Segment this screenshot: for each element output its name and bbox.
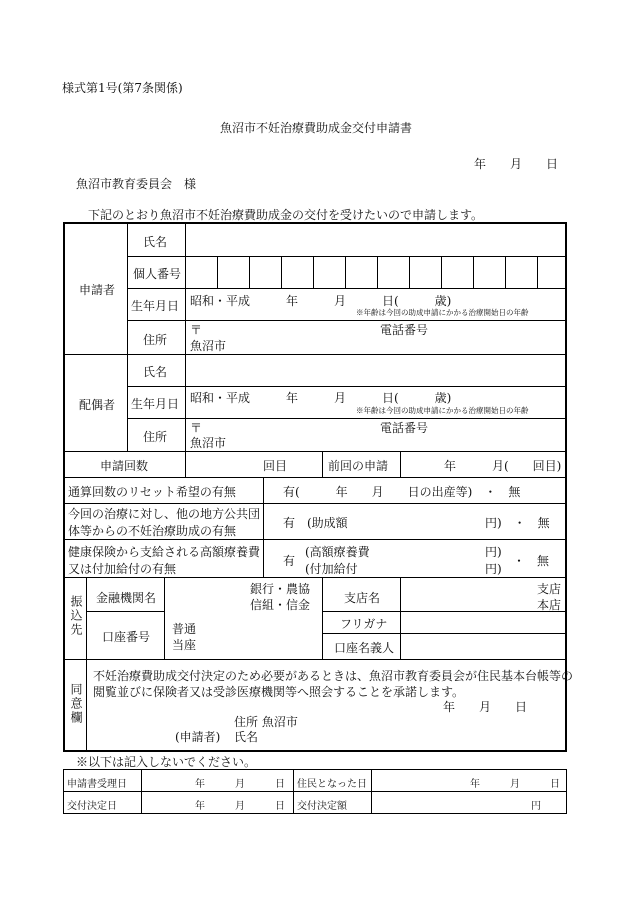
account-type-1[interactable]: 普通 — [172, 622, 197, 636]
insurance-ari[interactable]: 有 — [283, 554, 296, 568]
spouse-name-label: 氏名 — [143, 365, 168, 379]
insurance-yen-1[interactable]: 円) — [485, 545, 502, 559]
applicant-section-label: 申請者 — [79, 283, 116, 297]
furigana-label: フリガナ — [340, 617, 388, 631]
spouse-address-label: 住所 — [143, 430, 168, 444]
bank-types-2[interactable]: 信組・信金 — [250, 598, 311, 612]
applicant-birth-note: ※年齢は今回の助成申請にかかる治療開始日の年齢 — [356, 308, 529, 317]
furigana-field[interactable] — [401, 612, 564, 632]
consent-address[interactable]: 住所 魚沼市 — [234, 715, 298, 729]
spouse-birth-value[interactable]: 昭和・平成 年 月 日( 歳) — [190, 391, 452, 405]
spouse-name-field[interactable] — [186, 355, 564, 386]
account-number-label: 口座番号 — [102, 630, 151, 644]
branch-2[interactable]: 本店 — [537, 598, 562, 612]
insurance-label-2: 又は付加給付の有無 — [68, 562, 177, 576]
account-holder-field[interactable] — [401, 634, 564, 658]
resident-value: 年 月 日 — [470, 779, 560, 790]
insurance-label-1: 健康保険から支給される高額療養費 — [68, 545, 261, 559]
other-subsidy-label-1: 今回の治療に対し、他の地方公共団 — [68, 507, 261, 521]
applicant-phone-label: 電話番号 — [380, 323, 429, 337]
applicant-mynumber-label: 個人番号 — [133, 267, 182, 281]
branch-label: 支店名 — [344, 591, 381, 605]
spouse-address-prefix[interactable]: 魚沼市 — [190, 436, 227, 450]
branch-1[interactable]: 支店 — [537, 582, 562, 596]
applicant-name-field[interactable] — [186, 224, 564, 255]
other-subsidy-value-right[interactable]: 円) ・ 無 — [485, 516, 550, 530]
count-unit[interactable]: 回目 — [263, 459, 288, 473]
applicant-birth-label: 生年月日 — [131, 299, 180, 313]
consent-name-label[interactable]: 氏名 — [234, 730, 259, 744]
intro-text: 下記のとおり魚沼市不妊治療費助成金の交付を受けたいので申請します。 — [88, 208, 484, 222]
applicant-address-prefix[interactable]: 魚沼市 — [190, 339, 227, 353]
spouse-phone-label: 電話番号 — [380, 421, 429, 435]
received-label: 申請書受理日 — [67, 779, 127, 790]
prev-application-label: 前回の申請 — [328, 459, 389, 473]
applicant-address-label: 住所 — [143, 333, 168, 347]
spouse-birth-label: 生年月日 — [131, 397, 180, 411]
prev-application-value[interactable]: 年 月( 回目) — [444, 459, 562, 473]
consent-text-1: 不妊治療費助成交付決定のため必要があるときは、魚沼市教育委員会が住民基本台帳等の — [93, 669, 574, 683]
institution-label: 金融機関名 — [96, 591, 157, 605]
other-subsidy-value-left[interactable]: 有 (助成額 — [283, 516, 348, 530]
consent-text-2: 閲覧並びに保険者又は受診医療機関等へ照会することを承諾します。 — [93, 685, 465, 699]
resident-label: 住民となった日 — [297, 779, 367, 790]
page-title: 魚沼市不妊治療費助成金交付申請書 — [220, 121, 413, 135]
applicant-name-label: 氏名 — [143, 235, 168, 249]
spouse-section-label: 配偶者 — [79, 398, 116, 412]
insurance-high-cost: (高額療養費 — [305, 545, 370, 559]
consent-applicant-label: (申請者) — [175, 730, 221, 744]
bank-types-1[interactable]: 銀行・農協 — [250, 582, 311, 596]
count-label: 申請回数 — [100, 459, 149, 473]
applicant-postal-mark: 〒 — [190, 323, 203, 337]
amount-unit: 円 — [531, 801, 541, 812]
amount-label: 交付決定額 — [297, 801, 347, 812]
spouse-birth-note: ※年齢は今回の助成申請にかかる治療開始日の年齢 — [356, 406, 529, 415]
consent-section-label: 同意欄 — [69, 683, 83, 725]
decision-label: 交付決定日 — [67, 801, 117, 812]
insurance-yen-2[interactable]: 円) — [485, 562, 502, 576]
office-note: ※以下は記入しないでください。 — [76, 755, 257, 769]
consent-date[interactable]: 年 月 日 — [443, 700, 528, 714]
applicant-mynumber-field[interactable] — [186, 257, 564, 288]
reset-label: 通算回数のリセット希望の有無 — [68, 485, 236, 499]
insurance-additional: (付加給付 — [305, 562, 358, 576]
applicant-birth-value[interactable]: 昭和・平成 年 月 日( 歳) — [190, 294, 452, 308]
account-type-2[interactable]: 当座 — [172, 638, 197, 652]
bank-section-label: 振込先 — [69, 595, 83, 637]
account-holder-label: 口座名義人 — [334, 641, 395, 655]
addressee: 魚沼市教育委員会 様 — [76, 177, 197, 191]
received-value: 年 月 日 — [195, 779, 285, 790]
spouse-postal-mark: 〒 — [190, 421, 203, 435]
form-number: 様式第1号(第7条関係) — [62, 81, 183, 95]
insurance-nashi[interactable]: ・ 無 — [513, 554, 550, 568]
reset-value[interactable]: 有( 年 月 日の出産等) ・ 無 — [283, 485, 521, 499]
decision-value: 年 月 日 — [195, 801, 285, 812]
other-subsidy-label-2: 体等からの不妊治療助成の有無 — [68, 524, 237, 538]
date-line[interactable]: 年 月 日 — [474, 157, 559, 171]
